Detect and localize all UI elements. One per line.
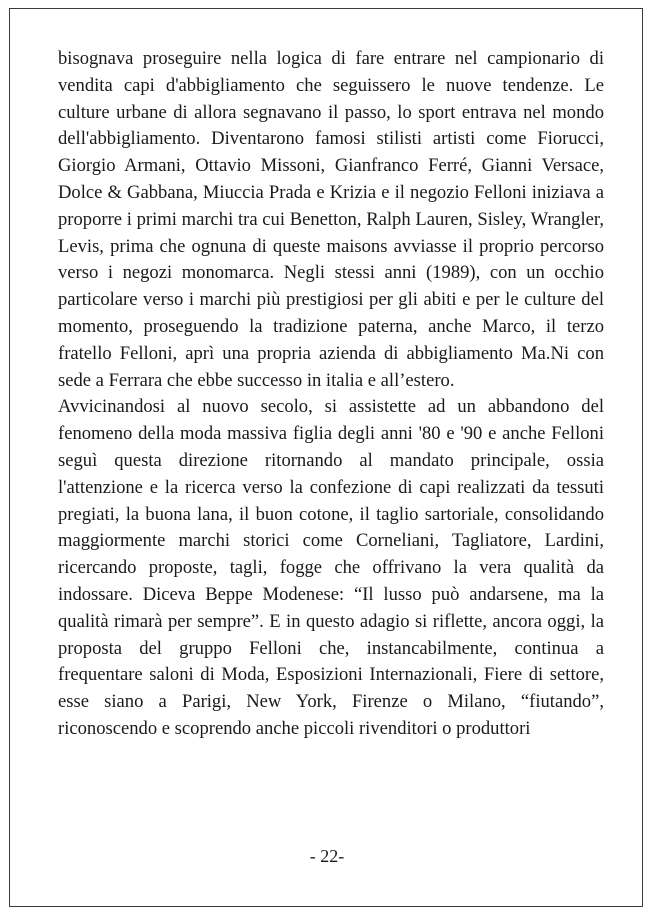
body-text — [58, 46, 604, 743]
paragraph-1: bisognava proseguire nella logica di fare entrare nel campionario di vendita capi d'abbigliamento che seguissero le nuove tendenze. Le culture urbane di allora segnavano il passo, lo sport entrava nel mondo dell'abbigliamento. Diventarono famosi stilisti artisti come Fiorucci, Giorgio Armani, Ottavio Missoni, Gianfranco Ferré, Gianni Versace, Dolce & Gabbana, Miuccia Prada e Krizia e il negozio Felloni iniziava a proporre i primi marchi tra cui Benetton, Ralph Lauren, Sisley, Wrangler, Levis, prima che ognuna di queste maisons avviasse il proprio percorso verso i negozi monomarca. Negli stessi anni (1989), con un occhio particolare verso i marchi più prestigiosi per gli abiti e per le culture del momento, proseguendo la tradizione paterna, anche Marco, il terzo fratello Felloni, aprì una propria azienda di abbigliamento Ma.Ni con sede a Ferrara che ebbe successo in italia e all’estero. — [58, 48, 604, 391]
page-number: - 22- — [309, 846, 345, 866]
paragraph-2: Avvicinandosi al nuovo secolo, si assistette ad un abbandono del fenomeno della moda massiva figlia degli anni '80 e '90 e anche Felloni seguì questa direzione ritornando al mandato principale, ossia l'attenzione e la ricerca verso la confezione di capi realizzati da tessuti pregiati, la buona lana, il buon cotone, il taglio sartoriale, consolidando maggiormente marchi storici come Corneliani, Tagliatore, Lardini, ricercando proposte, tagli, fogge che offrivano la vera qualità da indossare. Diceva Beppe Modenese: “Il lusso può andarsene, ma la qualità rimarà per sempre”. E in questo adagio si riflette, ancora oggi, la proposta del gruppo Felloni che, instancabilmente, continua a frequentare saloni di Moda, Esposizioni Internazionali, Fiere di settore, esse siano a Parigi, New York, Firenze o Milano, “fiutando”, riconoscendo e scoprendo anche piccoli rivenditori o produttori — [58, 396, 604, 739]
